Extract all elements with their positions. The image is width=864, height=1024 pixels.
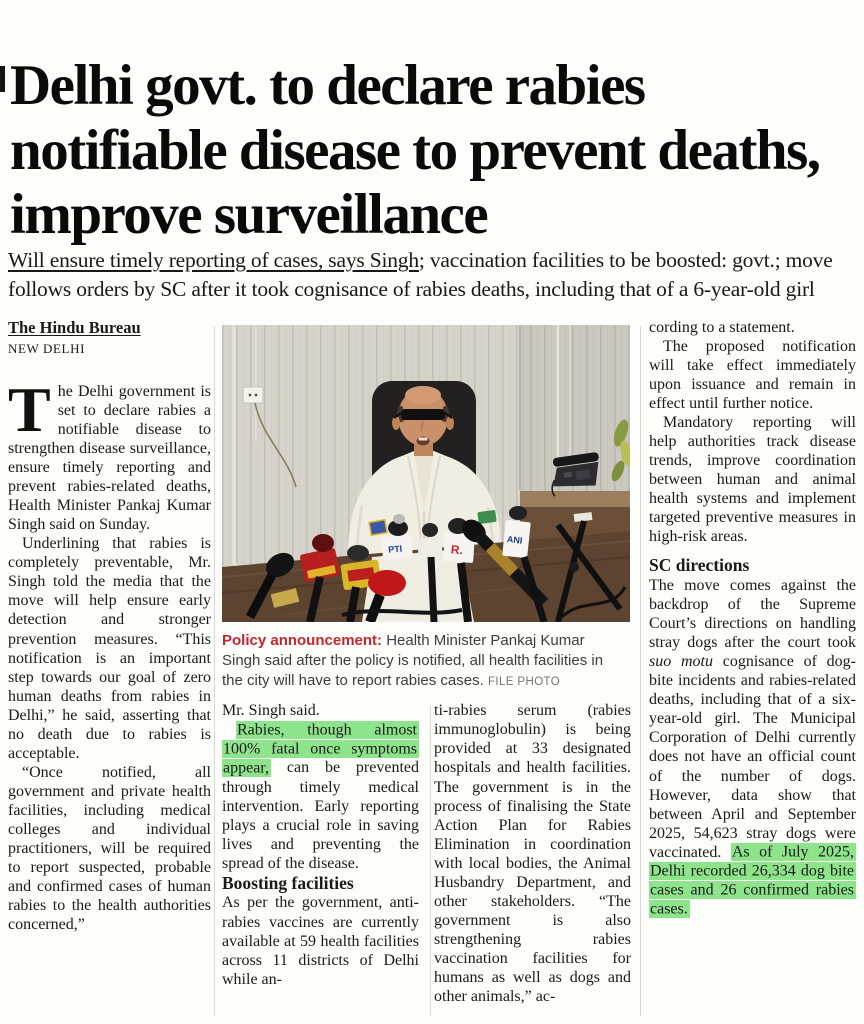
deck-underlined-part: Will ensure timely reporting of cases, says Singh — [8, 248, 419, 272]
column-4 — [649, 318, 856, 919]
paragraph-text: cognisance of dog-bite incidents and rabies-related deaths, including that of a six-year-old girl. The Municipal Corporation of Delhi currently does not have an official count of the number of dogs. However, data show that between April and September 2025, 54,623 stray dogs were vaccinated. — [649, 653, 856, 861]
paragraph: As per the government, anti-rabies vaccines are currently available at 59 health facilities across 11 districts of Delhi while an- — [222, 894, 419, 988]
column-2 — [222, 701, 419, 1006]
section-subhead: SC directions — [649, 555, 750, 576]
column-rule — [640, 326, 641, 1016]
scan-artifact — [0, 66, 5, 92]
paragraph-text: The move comes against the backdrop of the Supreme Court’s directions on handling stray dogs after the court took — [649, 577, 856, 652]
italic-text: suo motu — [649, 653, 713, 671]
dateline: NEW DELHI — [8, 340, 86, 356]
caption-label: Policy announcement: — [222, 632, 383, 649]
glasses-icon — [394, 409, 452, 420]
paragraph: The proposed notification will take effect immediately upon issuance and remain in effect until further notice. — [649, 338, 856, 413]
paragraph: “Once notified, all government and private health facilities, including medical colleges and individual practitioners, will be required to report suspected, probable and confirmed cases of human rabies to the health authorities concerned,” — [8, 763, 211, 933]
paragraph: Mr. Singh said. — [222, 702, 320, 720]
deck-rest-part: ; vaccination facilities to be boosted: govt.; move follows orders by SC after it took cognisance of rabies deaths, including that of a 6-year-old girl — [8, 248, 833, 301]
mic-flag-ani — [502, 520, 531, 558]
middle-section — [222, 318, 631, 1006]
article-deck — [8, 246, 858, 303]
paragraph: Mandatory reporting will help authorities track disease trends, improve coordination between human and animal health systems and implement targeted preventive measures in high-risk areas. — [649, 414, 856, 546]
photo-illustration — [222, 325, 630, 622]
caption-text: Health Minister Pankaj Kumar Singh said after the policy is notified, all health facilities in the city will have to report rabies cases. — [222, 632, 604, 689]
paragraph — [649, 576, 856, 919]
drop-cap: T — [8, 374, 51, 446]
svg-text:PTI: PTI — [387, 543, 403, 555]
paragraph-text: he Delhi government is set to declare rabies a notifiable disease to strengthen disease surveillance, ensure timely reporting and prevent rabies-related deaths, Health Minister Pankaj Kumar Singh said on Sunday. — [8, 383, 211, 534]
column-3 — [434, 701, 631, 1006]
byline: The Hindu Bureau — [8, 318, 141, 337]
article-headline: Delhi govt. to declare rabies notifiable disease to prevent deaths, improve surveillance — [10, 54, 820, 246]
highlighted-text: Rabies, though almost 100% fatal once symptoms appear, — [223, 721, 417, 777]
svg-text:R.: R. — [450, 542, 464, 558]
highlighted-text: As of July 2025, Delhi recorded 26,334 dog bite cases and 26 confirmed rabies cases. — [650, 843, 854, 918]
paragraph: cording to a statement. — [649, 319, 795, 336]
paragraph-text: can be prevented through timely medical intervention. Early reporting plays a crucial role in saving lives and preventing the spread of the disease. — [222, 759, 419, 872]
mic-flag-pti — [381, 535, 413, 561]
paragraph: ti-rabies serum (rabies immunoglobulin) is being provided at 33 designated hospitals and health facilities. The government is in the process of finalising the State Action Plan for Rabies Elimination in coordination with local bodies, the Animal Husbandry Department, and other stakeholders. “The government is also strengthening rabies vaccination facilities for humans as well as dogs and other animals,” ac- — [434, 702, 631, 1005]
paragraph: Underlining that rabies is completely preventable, Mr. Singh told the media that the move will help ensure early detection and stronger prevention measures. “This notification is an important step towards our goal of zero human deaths from rabies in Delhi,” he said, asserting that no death due to rabies is acceptable. — [8, 535, 211, 762]
column-1 — [8, 318, 211, 934]
section-subhead: Boosting facilities — [222, 872, 354, 893]
photo-caption — [222, 631, 627, 690]
column-rule — [214, 326, 215, 1016]
svg-text:ANI: ANI — [506, 534, 523, 546]
photo-credit: FILE PHOTO — [487, 675, 561, 688]
paragraph — [8, 374, 211, 534]
article-photo — [222, 325, 630, 622]
paragraph — [222, 720, 419, 872]
